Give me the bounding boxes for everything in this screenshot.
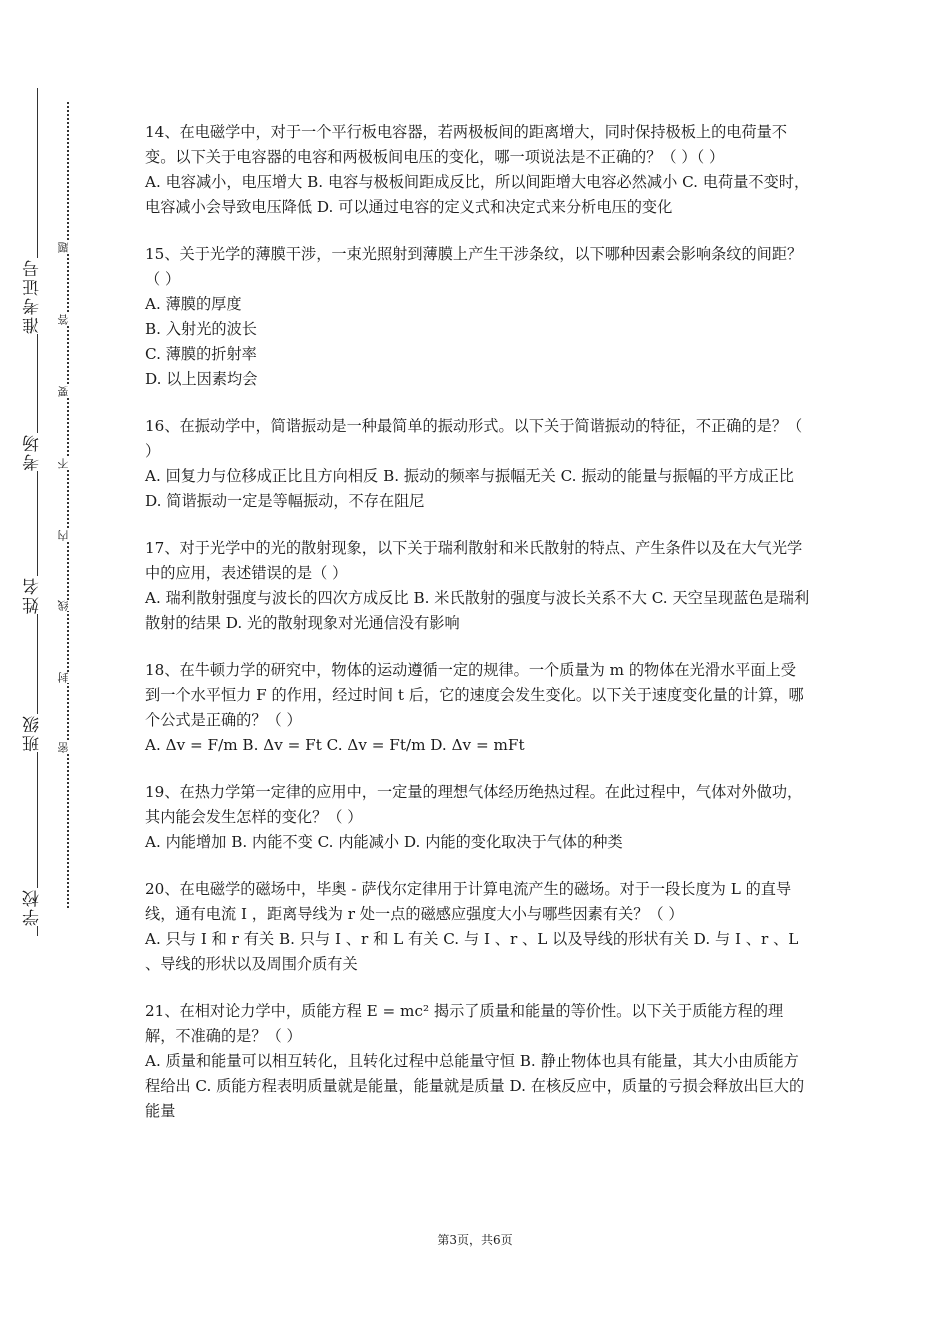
page-footer: 第3页，共6页 [437,1233,513,1247]
question-stem: 14、在电磁学中，对于一个平行板电容器，若两极板间的距离增大，同时保持极板上的电荷量不变。以下关于电容器的电容和两极板间电压的变化，哪一项说法是不正确的？（ ）（ ） [145,123,788,166]
option-b: B. 入射光的波长 [145,320,257,338]
question-options: A. 电容减小，电压增大 B. 电容与极板间距成反比，所以间距增大电容必然减小 C. 电荷量不变时，电容减小会导致电压降低 D. 可以通过电容的定义式和决定式来分析电压的变化 [145,173,810,216]
seal-char: 答 [58,314,76,325]
question-stem: 17、对于光学中的光的散射现象，以下关于瑞利散射和米氏散射的特点、产生条件以及在大气光学中的应用，表述错误的是（ ） [145,539,803,582]
question-stem: 19、在热力学第一定律的应用中，一定量的理想气体经历绝热过程。在此过程中，气体对外做功，其内能会发生怎样的变化？（ ） [145,783,803,826]
seal-char: 要 [58,386,76,397]
question-stem: 16、在振动学中，简谐振动是一种最简单的振动形式。以下关于简谐振动的特征，不正确的是？（ ） [145,417,803,460]
question-20 [145,877,810,977]
binding-margin [0,0,100,1344]
question-stem: 21、在相对论力学中，质能方程 E = mc² 揭示了质量和能量的等价性。以下关于质能方程的理解，不准确的是？（ ） [145,1002,784,1045]
question-stem: 15、关于光学的薄膜干涉，一束光照射到薄膜上产生干涉条纹，以下哪种因素会影响条纹的间距？（ ） [145,245,803,288]
question-options: A. 内能增加 B. 内能不变 C. 内能减小 D. 内能的变化取决于气体的种类 [145,833,623,851]
school-label: 学校 [24,888,50,926]
option-d: D. 以上因素均会 [145,370,258,388]
question-options: A. 回复力与位移成正比且方向相反 B. 振动的频率与振幅无关 C. 振动的能量与振幅的平方成正比 D. 简谐振动一定是等幅振动，不存在阻尼 [145,467,794,510]
question-18 [145,658,810,758]
question-list [145,120,810,1146]
option-c: C. 薄膜的折射率 [145,345,257,363]
question-15 [145,242,810,392]
binding-solid-line [37,88,38,936]
question-options: A. Δv = F/m B. Δv = Ft C. Δv = Ft/m D. Δv = mFt [145,736,525,754]
seal-char: 封 [58,672,76,683]
question-options: A. 质量和能量可以相互转化，且转化过程中总能量守恒 B. 静止物体也具有能量，其大小由质能方程给出 C. 质能方程表明质量就是能量，能量就是质量 D. 在核反应中，质量的亏损会释放出巨大的能量 [145,1052,805,1120]
seal-char: 内 [58,530,76,541]
seal-char: 线 [58,600,76,611]
seal-char: 题 [58,242,76,253]
question-14 [145,120,810,220]
option-a: A. 薄膜的厚度 [145,295,242,313]
student-name-label: 姓名 [24,576,50,614]
question-16 [145,414,810,514]
seal-char: 密 [58,742,76,753]
exam-room-label: 考场 [24,433,50,471]
question-stem: 18、在牛顿力学的研究中，物体的运动遵循一定的规律。一个质量为 m 的物体在光滑水平面上受到一个水平恒力 F 的作用，经过时间 t 后，它的速度会发生变化。以下关于速度变化量的计算，哪个公式是正确的？（ ） [145,661,804,729]
question-21 [145,999,810,1124]
seal-dotted-line [67,102,69,908]
question-stem: 20、在电磁学的磁场中，毕奥 - 萨伐尔定律用于计算电流产生的磁场。对于一段长度为 L 的直导线，通有电流 I ，距离导线为 r 处一点的磁感应强度大小与哪些因素有关？（ ） [145,880,792,923]
question-options: A. 瑞利散射强度与波长的四次方成反比 B. 米氏散射的强度与波长关系不大 C. 天空呈现蓝色是瑞利散射的结果 D. 光的散射现象对光通信没有影响 [145,589,810,632]
question-options: A. 只与 I 和 r 有关 B. 只与 I 、r 和 L 有关 C. 与 I 、r 、L 以及导线的形状有关 D. 与 I 、r 、L 、导线的形状以及周围介质有关 [145,930,799,973]
exam-number-label: 准考证号 [24,258,50,334]
class-label: 班级 [24,714,50,752]
seal-char: 不 [58,458,76,469]
question-19 [145,780,810,855]
question-17 [145,536,810,636]
